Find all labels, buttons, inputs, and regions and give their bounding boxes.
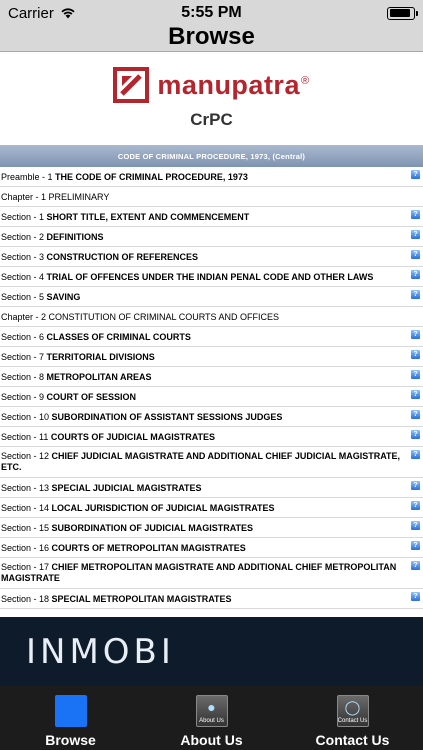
status-right [275, 7, 415, 20]
brand-logo [0, 67, 423, 103]
row-prefix: Section - 13 [1, 483, 50, 493]
status-left [8, 5, 148, 22]
row-prefix: Section - 5 [1, 292, 45, 302]
info-icon[interactable]: ? [411, 350, 420, 359]
section-row[interactable] [0, 427, 423, 447]
info-icon[interactable]: ? [411, 290, 420, 299]
row-text [1, 272, 405, 283]
navigation-bar [0, 22, 423, 52]
row-text [1, 483, 405, 494]
brand-name [157, 70, 309, 101]
row-title: CONSTRUCTION OF REFERENCES [46, 252, 199, 262]
row-title: THE CODE OF CRIMINAL PROCEDURE, 1973 [55, 172, 248, 182]
section-row[interactable] [0, 498, 423, 518]
section-row[interactable] [0, 267, 423, 287]
info-icon[interactable]: ? [411, 390, 420, 399]
info-icon[interactable]: ? [411, 450, 420, 459]
section-row[interactable] [0, 247, 423, 267]
row-prefix: Section - 17 [1, 562, 50, 572]
info-icon[interactable]: ? [411, 230, 420, 239]
row-text [1, 332, 405, 343]
row-prefix: Section - 16 [1, 543, 50, 553]
logo-header [0, 53, 423, 145]
ad-banner[interactable] [0, 617, 423, 686]
globe-icon: ◯ [344, 699, 361, 715]
section-row[interactable] [0, 518, 423, 538]
info-icon[interactable]: ? [411, 592, 420, 601]
tab-bar [0, 686, 423, 750]
row-text [1, 451, 405, 473]
section-row[interactable] [0, 287, 423, 307]
info-icon[interactable]: ? [411, 430, 420, 439]
row-prefix: Chapter - 2 [1, 312, 47, 322]
row-text [1, 172, 405, 183]
ad-brand: INMOBI [26, 631, 175, 672]
tab-contact-us-label: Contact Us [315, 732, 390, 748]
row-title: CONSTITUTION OF CRIMINAL COURTS AND OFFICES [48, 312, 280, 322]
manupatra-logo-icon [113, 67, 149, 103]
section-row[interactable] [0, 207, 423, 227]
row-prefix: Section - 18 [1, 594, 50, 604]
battery-icon [387, 7, 415, 20]
row-text [1, 594, 405, 605]
tab-browse-label: Browse [45, 732, 96, 748]
info-icon[interactable]: ? [411, 541, 420, 550]
row-text [1, 312, 405, 323]
row-prefix: Section - 12 [1, 451, 50, 461]
battery-level [390, 9, 410, 17]
section-row[interactable] [0, 538, 423, 558]
carrier-label: Carrier [8, 4, 54, 22]
row-text [1, 562, 405, 584]
person-icon: ● [207, 699, 216, 715]
row-title: LOCAL JURISDICTION OF JUDICIAL MAGISTRATES [51, 503, 275, 513]
row-prefix: Section - 8 [1, 372, 45, 382]
page-title: Browse [168, 22, 255, 50]
info-icon[interactable]: ? [411, 501, 420, 510]
wifi-icon [60, 7, 76, 19]
info-icon[interactable]: ? [411, 481, 420, 490]
row-title: COURTS OF JUDICIAL MAGISTRATES [50, 432, 216, 442]
info-icon[interactable]: ? [411, 270, 420, 279]
row-prefix: Section - 9 [1, 392, 45, 402]
row-prefix: Section - 14 [1, 503, 50, 513]
tab-browse[interactable] [0, 686, 141, 750]
row-text [1, 503, 405, 514]
row-prefix: Section - 2 [1, 232, 45, 242]
row-title: TRIAL OF OFFENCES UNDER THE INDIAN PENAL CODE AND OTHER LAWS [46, 272, 374, 282]
row-title: CHIEF METROPOLITAN MAGISTRATE AND ADDITIONAL CHIEF METROPOLITAN MAGISTRATE [1, 562, 397, 583]
row-text [1, 252, 405, 263]
section-row[interactable] [0, 367, 423, 387]
sections-list[interactable] [0, 167, 423, 616]
section-row[interactable] [0, 478, 423, 498]
section-row[interactable] [0, 227, 423, 247]
row-prefix: Section - 3 [1, 252, 45, 262]
row-title: DEFINITIONS [46, 232, 104, 242]
row-prefix: Section - 7 [1, 352, 45, 362]
browse-tab-icon [55, 695, 87, 727]
info-icon[interactable]: ? [411, 521, 420, 530]
row-title: SPECIAL JUDICIAL MAGISTRATES [51, 483, 202, 493]
row-text [1, 192, 405, 203]
row-title: COURTS OF METROPOLITAN MAGISTRATES [51, 543, 246, 553]
contact-us-icon-caption: Contact Us [337, 718, 368, 724]
row-prefix: Section - 4 [1, 272, 45, 282]
info-icon[interactable]: ? [411, 250, 420, 259]
about-us-icon-caption: About Us [199, 718, 224, 724]
section-row[interactable] [0, 589, 423, 609]
row-title: SPECIAL METROPOLITAN MAGISTRATES [51, 594, 232, 604]
row-text [1, 292, 405, 303]
row-prefix: Chapter - 1 [1, 192, 47, 202]
info-icon[interactable]: ? [411, 330, 420, 339]
row-text [1, 232, 405, 243]
row-prefix: Section - 6 [1, 332, 45, 342]
row-prefix: Preamble - 1 [1, 172, 53, 182]
registered-mark: ® [300, 74, 310, 87]
tab-contact-us[interactable] [282, 686, 423, 750]
info-icon[interactable]: ? [411, 370, 420, 379]
tab-about-us-label: About Us [180, 732, 243, 748]
clock: 5:55 PM [181, 4, 242, 21]
row-prefix: Section - 1 [1, 212, 45, 222]
section-row[interactable] [0, 347, 423, 367]
chapter-row[interactable] [0, 307, 423, 327]
row-prefix: Section - 10 [1, 412, 50, 422]
section-row[interactable] [0, 387, 423, 407]
act-header: CODE OF CRIMINAL PROCEDURE, 1973, (Central) [0, 145, 423, 167]
row-title: CLASSES OF CRIMINAL COURTS [46, 332, 191, 342]
chapter-row[interactable] [0, 187, 423, 207]
row-title: SUBORDINATION OF JUDICIAL MAGISTRATES [51, 523, 254, 533]
row-text [1, 412, 405, 423]
section-row[interactable] [0, 327, 423, 347]
row-text [1, 372, 405, 383]
row-title: PRELIMINARY [48, 192, 110, 202]
row-title: CHIEF JUDICIAL MAGISTRATE AND ADDITIONAL CHIEF JUDICIAL MAGISTRATE, ETC. [1, 451, 401, 472]
about-us-tab-icon [196, 695, 228, 727]
row-title: SUBORDINATION OF ASSISTANT SESSIONS JUDGES [51, 412, 283, 422]
row-title: TERRITORIAL DIVISIONS [46, 352, 155, 362]
row-prefix: Section - 15 [1, 523, 50, 533]
row-text [1, 212, 405, 223]
brand-name-text: manupatra [157, 69, 300, 100]
info-icon[interactable]: ? [411, 170, 420, 179]
row-text [1, 543, 405, 554]
row-text [1, 523, 405, 534]
row-title: SHORT TITLE, EXTENT AND COMMENCEMENT [46, 212, 250, 222]
info-icon[interactable]: ? [411, 210, 420, 219]
info-icon[interactable]: ? [411, 410, 420, 419]
tab-about-us[interactable] [141, 686, 282, 750]
section-row[interactable] [0, 447, 423, 478]
row-title: SAVING [46, 292, 81, 302]
code-title: CrPC [190, 110, 233, 129]
row-prefix: Section - 11 [1, 432, 49, 442]
row-title: METROPOLITAN AREAS [46, 372, 152, 382]
contact-us-tab-icon [337, 695, 369, 727]
section-row[interactable] [0, 407, 423, 427]
row-text [1, 432, 405, 443]
section-row[interactable] [0, 558, 423, 589]
row-title: COURT OF SESSION [46, 392, 137, 402]
info-icon[interactable]: ? [411, 561, 420, 570]
row-text [1, 352, 405, 363]
section-row[interactable] [0, 167, 423, 187]
row-text [1, 392, 405, 403]
